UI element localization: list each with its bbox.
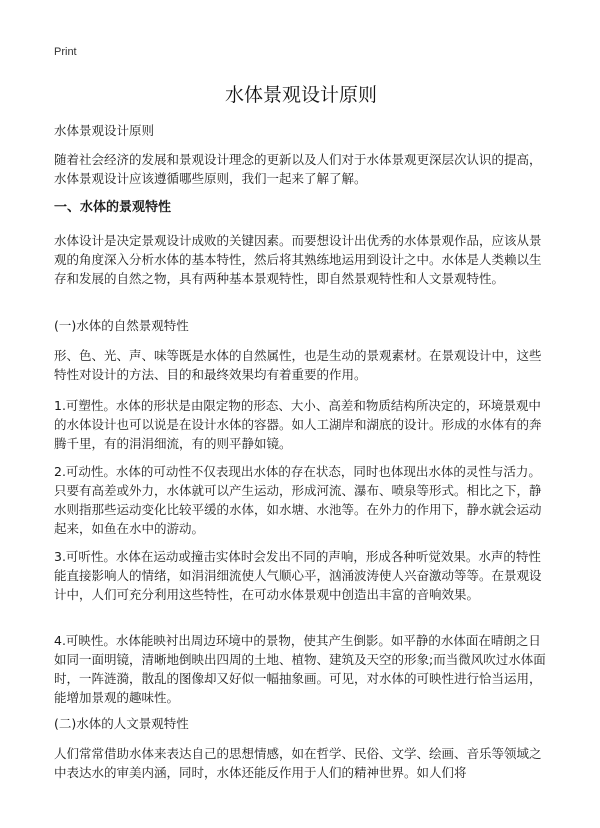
subsection-heading-natural-features: (一)水体的自然景观特性 <box>54 318 189 333</box>
list-item-audibility: 3.可听性。水体在运动或撞击实体时会发出不同的声响，形成各种听觉效果。水声的特性能直接影响人的情绪，如涓涓细流使人气顺心平，汹涌波涛使人兴奋激动等等。在景观设计中，人们可充分利用这些特性，在可动水体景观中创造出丰富的音响效果。 <box>54 549 542 602</box>
cultural-features-paragraph: 人们常常借助水体来表达自己的思想情感，如在哲学、民俗、文学、绘画、音乐等领域之中表达水的审美内涵，同时，水体还能反作用于人们的精神世界。如人们将 <box>54 746 542 780</box>
list-item-plasticity: 1.可塑性。水体的形状是由限定物的形态、大小、高差和物质结构所决定的，环境景观中的水体设计也可以说是在设计水体的容器。如人工湖岸和湖底的设计。形成的水体有的奔腾千里，有的涓涓细流，有的则平静如镜。 <box>54 398 542 451</box>
document-subtitle: 水体景观设计原则 <box>54 123 155 138</box>
section-heading-landscape-features: 一、水体的景观特性 <box>54 200 172 215</box>
list-item-mobility: 2.可动性。水体的可动性不仅表现出水体的存在状态，同时也体现出水体的灵性与活力。只要有高差或外力，水体就可以产生运动，形成河流、瀑布、喷泉等形式。相比之下，静水则指那些运动变化比较平缓的水体，如水塘、水池等。在外力的作用下，静水就会运动起来，如鱼在水中的游动。 <box>54 464 542 536</box>
list-item-reflectivity: 4.可映性。水体能映衬出周边环境中的景物，使其产生倒影。如平静的水体面在晴朗之日如同一面明镜，清晰地倒映出四周的土地、植物、建筑及天空的形象;而当微风吹过水体面时，一阵涟漪，散乱的图像却又好似一幅抽象画。可见，对水体的可映性进行恰当运用，能增加景观的趣味性。 <box>54 633 546 705</box>
subsection-heading-cultural-features: (二)水体的人文景观特性 <box>54 716 189 731</box>
print-label[interactable]: Print <box>54 46 77 58</box>
page-title: 水体景观设计原则 <box>224 84 377 106</box>
intro-paragraph: 随着社会经济的发展和景观设计理念的更新以及人们对于水体景观更深层次认识的提高，水体景观设计应该遵循哪些原则，我们一起来了解了解。 <box>54 152 542 186</box>
natural-features-paragraph: 形、色、光、声、味等既是水体的自然属性，也是生动的景观素材。在景观设计中，这些特性对设计的方法、目的和最终效果均有着重要的作用。 <box>54 348 542 382</box>
section-paragraph-water-design: 水体设计是决定景观设计成败的关键因素。而要想设计出优秀的水体景观作品，应该从景观的角度深入分析水体的基本特性，然后将其熟练地运用到设计之中。水体是人类赖以生存和发展的自然之物，具有两种基本景观特性，即自然景观特性和人文景观特性。 <box>54 233 542 286</box>
